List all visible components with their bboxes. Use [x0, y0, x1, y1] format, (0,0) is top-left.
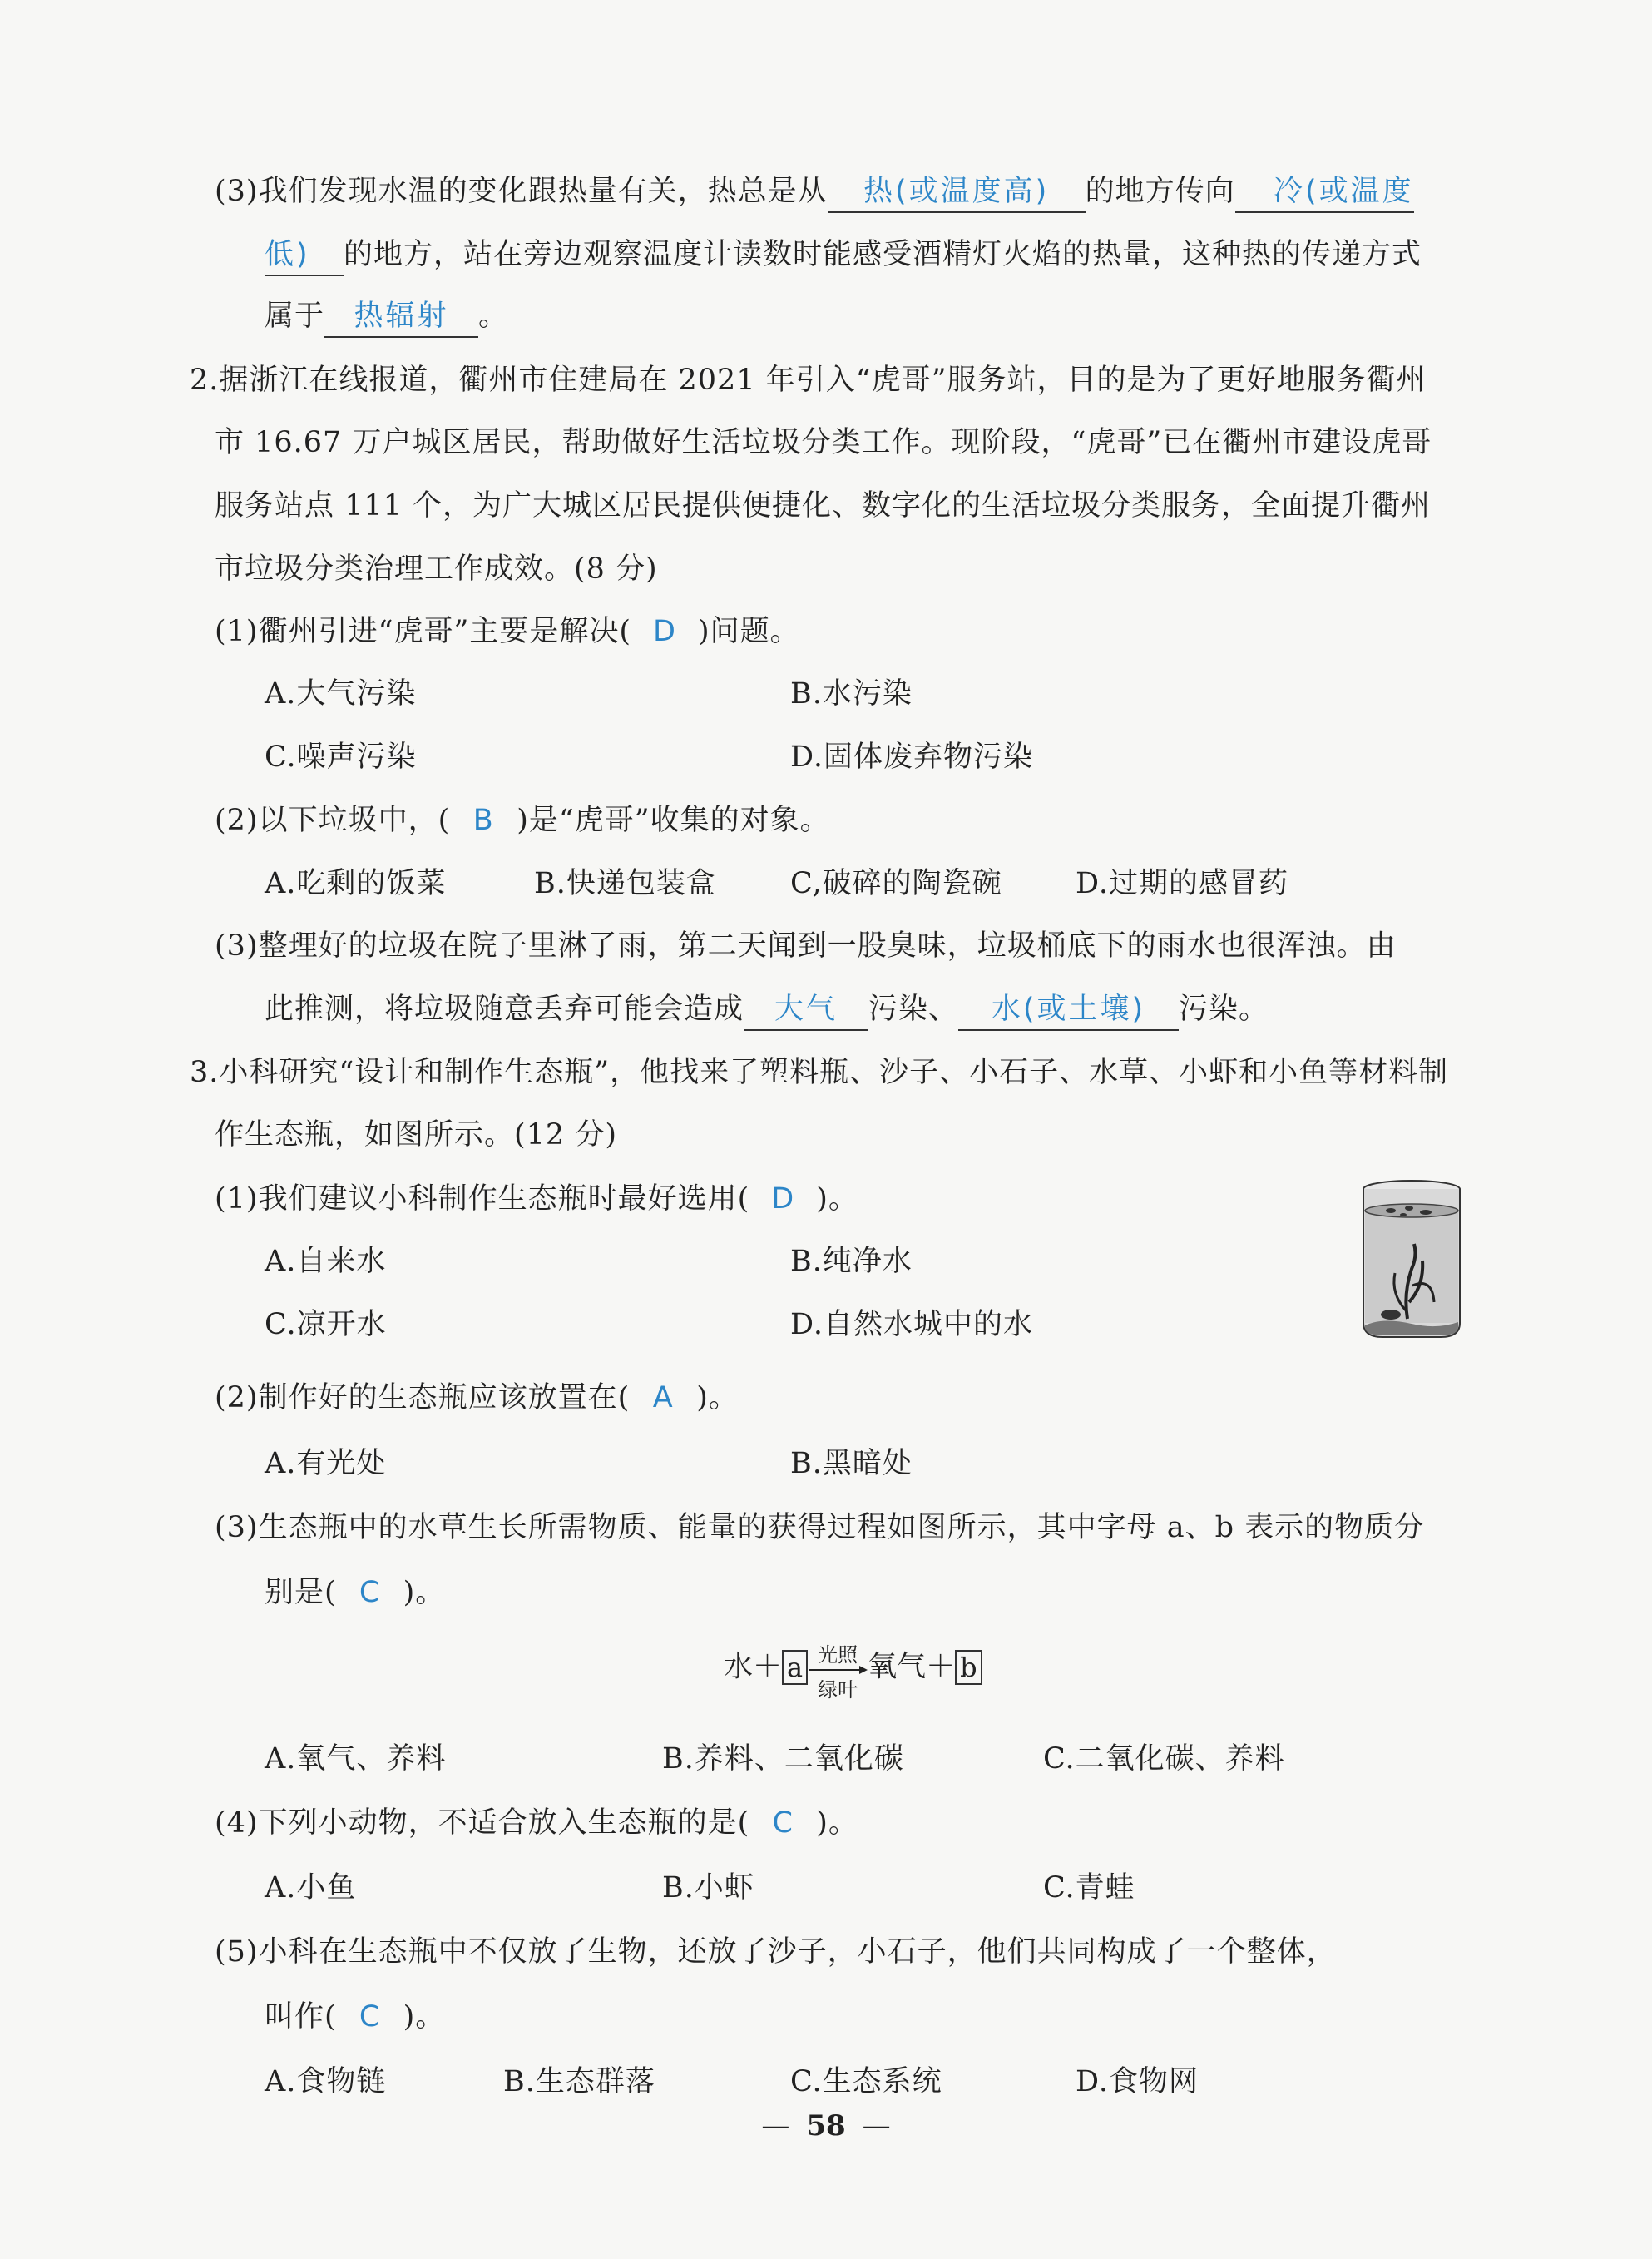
condition-light: 光照	[818, 1643, 858, 1667]
text: (1)衢州引进“虎哥”主要是解决(	[215, 615, 632, 648]
answer-blank: 热辐射	[324, 296, 478, 338]
text: )。	[403, 1576, 446, 1609]
text: )。	[816, 1182, 858, 1216]
answer-blank: 水(或土壤)	[958, 989, 1179, 1031]
answer: C	[359, 1576, 381, 1609]
option: A.小鱼	[265, 1871, 357, 1905]
text: (1)我们建议小科制作生态瓶时最好选用(	[215, 1182, 750, 1216]
option: A.氧气、养料	[265, 1742, 447, 1776]
option: B.黑暗处	[790, 1447, 913, 1480]
text: (4)下列小动物，不适合放入生态瓶的是(	[215, 1806, 750, 1840]
option: C.生态系统	[790, 2065, 942, 2098]
option: D.食物网	[1076, 2065, 1199, 2098]
text: 叫作(	[265, 2000, 337, 2034]
option: D.固体废弃物污染	[790, 741, 1033, 774]
text: 。	[478, 300, 509, 333]
q1-3-line2	[265, 235, 1422, 276]
q2-stem-line: 2.据浙江在线报道，衢州市住建局在 2021 年引入“虎哥”服务站，目的是为了更好地服务衢州	[190, 364, 1427, 397]
q2-stem-line: 市垃圾分类治理工作成效。(8 分)	[215, 552, 658, 586]
q3-4-question	[215, 1803, 858, 1843]
answer: D	[653, 615, 676, 648]
option: B.快递包装盒	[534, 867, 716, 900]
q3-5-line1: (5)小科在生态瓶中不仅放了生物，还放了沙子，小石子，他们共同构成了一个整体，	[215, 1935, 1337, 1969]
text: )。	[816, 1806, 858, 1840]
text: )问题。	[698, 615, 800, 648]
option: C.噪声污染	[265, 741, 417, 774]
answer: C	[359, 2000, 381, 2034]
q2-3-line2	[265, 989, 1269, 1031]
text: (2)制作好的生态瓶应该放置在(	[215, 1381, 631, 1414]
page-footer	[0, 2109, 1652, 2143]
answer-blank: 大气	[744, 989, 868, 1031]
option: A.自来水	[265, 1245, 387, 1278]
option: A.食物链	[265, 2065, 387, 2098]
text: 污染、	[868, 993, 959, 1026]
option: B.小虾	[662, 1871, 754, 1905]
answer: A	[652, 1381, 674, 1414]
answer: B	[472, 804, 494, 837]
text: 污染。	[1179, 993, 1269, 1026]
answer: C	[772, 1806, 794, 1840]
option: A.有光处	[265, 1447, 387, 1480]
equation-box-b: b	[955, 1650, 982, 1685]
equation-water: 水＋	[724, 1650, 783, 1684]
q2-1-question	[215, 612, 800, 651]
option: A.大气污染	[265, 677, 417, 711]
answer-blank: 冷(或温度	[1235, 171, 1414, 213]
equation-oxygen: 氧气＋	[868, 1650, 956, 1684]
text: )是“虎哥”收集的对象。	[517, 804, 830, 837]
text: )。	[403, 2000, 446, 2034]
option: C.凉开水	[265, 1308, 387, 1341]
text: (3)我们发现水温的变化跟热量有关，热总是从	[215, 175, 828, 208]
photosynthesis-equation	[724, 1643, 982, 1710]
option: C.二氧化碳、养料	[1043, 1742, 1285, 1776]
q1-3-line1	[215, 171, 1414, 213]
option: C.青蛙	[1043, 1871, 1135, 1905]
answer-blank: 低)	[265, 235, 344, 276]
q2-stem-line: 服务站点 111 个，为广大城区居民提供便捷化、数字化的生活垃圾分类服务，全面提升衢州	[215, 489, 1432, 523]
text: 别是(	[265, 1576, 337, 1609]
option: B.养料、二氧化碳	[662, 1742, 904, 1776]
q3-1-question	[215, 1179, 858, 1219]
option: B.水污染	[790, 677, 913, 711]
text: 的地方，站在旁边观察温度计读数时能感受酒精灯火焰的热量，这种热的传递方式	[344, 238, 1422, 271]
q3-5-line2	[265, 1997, 445, 2037]
q2-2-question	[215, 800, 830, 840]
text: 属于	[265, 300, 325, 333]
q3-3-line1: (3)生态瓶中的水草生长所需物质、能量的获得过程如图所示，其中字母 a、b 表示的物质分	[215, 1511, 1425, 1544]
q3-2-question	[215, 1378, 739, 1418]
ecological-bottle-image	[1358, 1177, 1466, 1344]
option: D.自然水城中的水	[790, 1308, 1033, 1341]
option: D.过期的感冒药	[1076, 867, 1288, 900]
text: 此推测，将垃圾随意丢弃可能会造成	[265, 993, 744, 1026]
dash: —	[761, 2109, 790, 2143]
answer: D	[771, 1182, 795, 1216]
q2-3-line1: (3)整理好的垃圾在院子里淋了雨，第二天闻到一股臭味，垃圾桶底下的雨水也很浑浊。由	[215, 929, 1397, 963]
reaction-arrow	[808, 1643, 868, 1702]
option: B.纯净水	[790, 1245, 913, 1278]
text: (2)以下垃圾中，(	[215, 804, 451, 837]
option: B.生态群落	[503, 2065, 655, 2098]
page-number: 58	[806, 2109, 846, 2143]
q1-3-line3	[265, 296, 508, 338]
q3-3-line2	[265, 1573, 445, 1613]
q2-stem-line: 市 16.67 万户城区居民，帮助做好生活垃圾分类工作。现阶段，“虎哥”已在衢州市建设虎哥	[215, 426, 1432, 459]
equation-box-a: a	[782, 1650, 808, 1685]
option: A.吃剩的饭菜	[265, 867, 447, 900]
condition-leaf: 绿叶	[818, 1678, 858, 1702]
q3-stem-line: 作生态瓶，如图所示。(12 分)	[215, 1118, 617, 1152]
text: )。	[696, 1381, 739, 1414]
text: 的地方传向	[1085, 175, 1235, 208]
option: C,破碎的陶瓷碗	[790, 867, 1002, 900]
answer-blank: 热(或温度高)	[828, 171, 1086, 213]
dash: —	[862, 2109, 891, 2143]
q3-stem-line: 3.小科研究“设计和制作生态瓶”，他找来了塑料瓶、沙子、小石子、水草、小虾和小鱼等材料制	[190, 1056, 1449, 1089]
